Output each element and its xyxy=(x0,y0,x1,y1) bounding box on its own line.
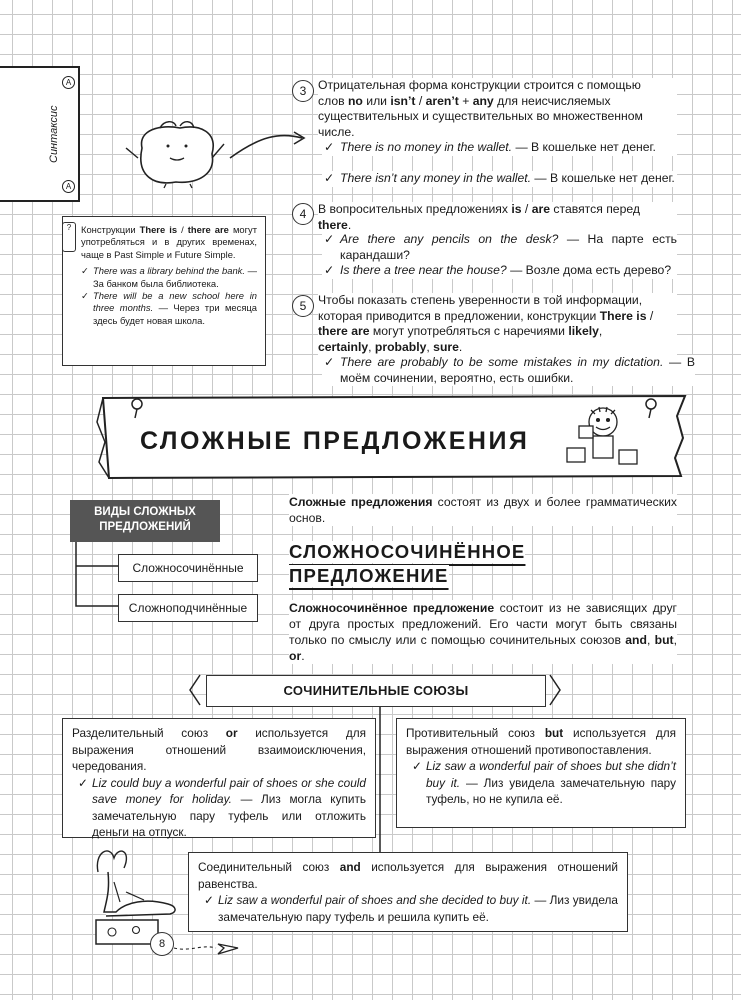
conj-and-box xyxy=(188,852,628,932)
example-ru: — Возле дома есть дерево? xyxy=(510,263,672,277)
note-sep: / xyxy=(177,224,188,235)
example-en: Liz saw a wonderful pair of shoes but she didn’t buy it. xyxy=(426,759,676,790)
item-3-text xyxy=(318,78,677,140)
item-3-line-1: Отрицательная форма конструкции строится с помощью xyxy=(318,78,641,92)
but-example xyxy=(406,758,676,808)
or-pre: Разделительный союз xyxy=(72,726,226,740)
comma: , xyxy=(673,633,677,647)
example-ru: — В моём сочинении, вероятно, есть ошибки. xyxy=(340,355,696,385)
and-pre: Соединительный союз xyxy=(198,860,340,874)
definition-rest: состоит из не зависящих друг от друга простых предложений. Его части могут быть связаны только по смыслу или с помощью сочинительных союзов xyxy=(289,601,677,647)
item-4-example-1 xyxy=(322,232,677,263)
item-3-example-1 xyxy=(322,140,677,156)
definition-term: Сложносочинённое предложение xyxy=(289,601,495,615)
check-icon: ✓ xyxy=(324,355,335,369)
item-number-5: 5 xyxy=(292,295,314,317)
example-en: Are there any pencils on the desk? xyxy=(340,232,559,246)
or-post: используется для выражения отношений взаимоисключения, чередования. xyxy=(72,726,366,773)
check-icon: ✓ xyxy=(324,232,335,246)
example-en: There will be a new school here in three months. xyxy=(93,290,257,314)
item-5-line-2: которая приводится в предложении, конструкции There is / xyxy=(318,308,654,323)
banner-title: СЛОЖНЫЕ ПРЕДЛОЖЕНИЯ xyxy=(140,427,530,455)
types-heading-line-1: ВИДЫ СЛОЖНЫХ xyxy=(94,506,196,518)
example-en: There isn’t any money in the wallet. xyxy=(340,171,532,185)
note-example-2 xyxy=(81,290,257,327)
and-description xyxy=(198,859,618,892)
but-word: but xyxy=(544,726,564,740)
intro-text xyxy=(289,494,677,526)
and-post: используется для выражения отношений равенства. xyxy=(198,860,618,891)
check-icon: ✓ xyxy=(78,775,88,790)
side-tab-letter-top: А xyxy=(62,76,75,89)
item-3-line-3: существительных и существительных во множественном xyxy=(318,109,643,123)
side-tab-letter-bottom: А xyxy=(62,180,75,193)
section-heading-line-1: СЛОЖНОСОЧИНЁННОЕ xyxy=(289,541,526,562)
section-heading-line-2: ПРЕДЛОЖЕНИЕ xyxy=(289,565,449,586)
or-example xyxy=(72,775,366,841)
item-4-line-1: В вопросительных предложениях is / are ставятся перед xyxy=(318,202,640,216)
example-en: Is there a tree near the house? xyxy=(340,263,507,277)
check-icon: ✓ xyxy=(324,140,335,154)
note-keyword-1: There is xyxy=(139,224,178,235)
or-description xyxy=(72,725,366,775)
note-text-suffix: могут употребляться и в других временах, чаще в Past Simple и Future Simple. xyxy=(81,224,257,260)
note-box xyxy=(62,216,266,366)
example-en: There are probably to be some mistakes in my dictation. xyxy=(340,355,664,369)
types-heading xyxy=(70,500,220,542)
example-ru: — Лиз увидела замечательную пару туфель, но не купила её. xyxy=(426,775,676,806)
example-ru: — На парте есть карандаши? xyxy=(340,232,677,262)
side-tab-label: Синтаксис xyxy=(48,105,60,163)
example-ru: — Через три месяца здесь будет новая школа. xyxy=(93,302,257,326)
definition-conj-but: but xyxy=(654,633,674,647)
item-3-example-2 xyxy=(322,171,677,187)
conjunctions-heading: СОЧИНИТЕЛЬНЫЕ СОЮЗЫ xyxy=(206,675,546,707)
arrow xyxy=(230,135,302,158)
item-4-text xyxy=(318,202,677,233)
example-ru: — В кошельке нет денег. xyxy=(515,140,656,154)
and-example xyxy=(198,892,618,925)
note-info-icon: ? xyxy=(62,222,76,252)
comma: , xyxy=(646,633,655,647)
definition-conj-and: and xyxy=(625,633,647,647)
item-5-text xyxy=(318,293,677,355)
example-ru: — За банком была библиотека. xyxy=(93,265,257,289)
item-5-line-3: there are могут употребляться с наречиями likely, xyxy=(318,324,603,338)
item-number-4: 4 xyxy=(292,203,314,225)
example-en: There is no money in the wallet. xyxy=(340,140,513,154)
example-ru: — В кошельке нет денег. xyxy=(534,171,675,185)
wallet-illustration xyxy=(120,118,320,190)
check-icon: ✓ xyxy=(324,171,335,185)
example-ru: — Лиз могла купить замечательную пару туфель или отложить деньги на отпуск. xyxy=(92,792,366,839)
conj-but-box xyxy=(396,718,686,828)
note-text xyxy=(81,224,257,261)
intro-term: Сложные предложения xyxy=(289,495,433,509)
example-en: Liz saw a wonderful pair of shoes and she decided to buy it. xyxy=(218,893,532,907)
side-tab xyxy=(0,66,80,202)
item-3-line-2: слов no или isn’t / aren’t + any для неисчисляемых xyxy=(318,93,611,108)
type-complex: Сложноподчинённые xyxy=(118,594,258,622)
item-5-line-4: certainly, probably, sure. xyxy=(318,339,463,354)
and-word: and xyxy=(339,860,361,874)
but-pre: Противительный союз xyxy=(406,726,545,740)
types-heading-line-2: ПРЕДЛОЖЕНИЙ xyxy=(99,521,191,533)
or-word: or xyxy=(225,726,238,740)
note-text-prefix: Конструкции xyxy=(81,224,140,235)
paper-plane-icon xyxy=(172,938,242,958)
item-number-3: 3 xyxy=(292,80,314,102)
intro-rest: состоят из двух и более грамматических основ. xyxy=(289,495,677,525)
item-4-example-2 xyxy=(322,263,677,279)
item-5-line-1: Чтобы показать степень уверенности в той информации, xyxy=(318,293,643,307)
check-icon: ✓ xyxy=(412,759,422,773)
check-icon: ✓ xyxy=(324,263,335,277)
item-4-line-2: there. xyxy=(318,217,352,232)
period: . xyxy=(301,649,305,663)
example-ru: — Лиз увидела замечательную пару туфель и решила купить её. xyxy=(218,893,618,924)
example-en: There was a library behind the bank. xyxy=(93,265,245,277)
item-5-example-1 xyxy=(322,355,695,386)
check-icon: ✓ xyxy=(81,265,89,277)
note-example-1 xyxy=(81,265,257,290)
check-icon: ✓ xyxy=(204,893,214,907)
example-en: Liz could buy a wonderful pair of shoes or she could save money for holiday. xyxy=(92,775,366,806)
conj-or-box xyxy=(62,718,376,838)
type-compound: Сложносочинённые xyxy=(118,554,258,582)
but-description xyxy=(406,725,676,758)
definition-conj-or: or xyxy=(289,649,302,663)
page-number: 8 xyxy=(150,932,174,956)
but-post: используется для выражения отношений противопоставления. xyxy=(406,726,676,757)
item-3-line-4: числе. xyxy=(318,124,355,139)
check-icon: ✓ xyxy=(81,290,89,302)
note-keyword-2: there are xyxy=(187,224,229,235)
section-definition xyxy=(289,600,677,664)
